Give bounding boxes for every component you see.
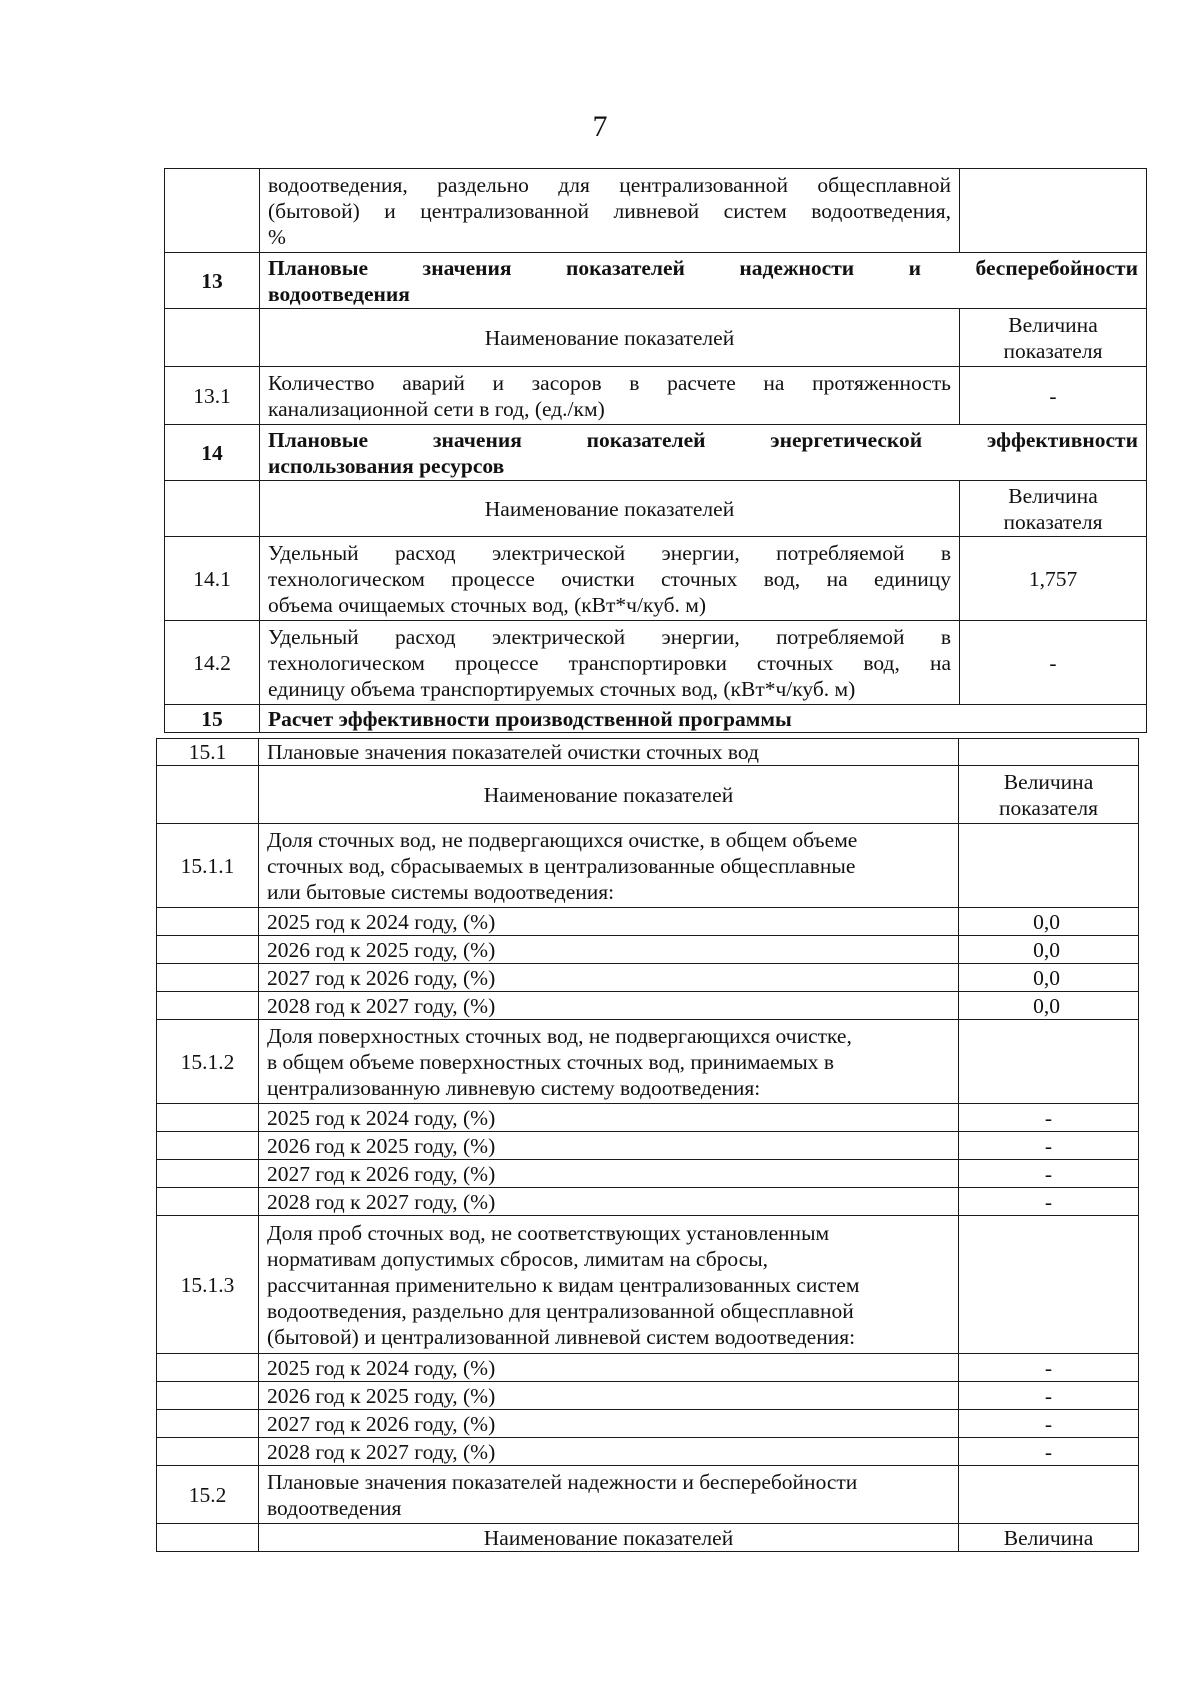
lower-table [156, 738, 1139, 1552]
year-label: 2028 год к 2027 году, (%) [259, 992, 959, 1020]
year-label: 2028 год к 2027 году, (%) [259, 1438, 959, 1466]
section-title [260, 253, 1147, 309]
year-value: - [959, 1410, 1139, 1438]
year-label: 2027 год к 2026 году, (%) [259, 1160, 959, 1188]
upper-table [164, 168, 1147, 733]
year-row [157, 1160, 1139, 1188]
section-row [165, 425, 1147, 481]
row-number: 15.1 [157, 739, 259, 766]
row-number-cell [165, 481, 260, 537]
text-line: Плановые значения показателей надежности и бесперебойности [268, 255, 1138, 280]
text-line: водоотведения, раздельно для централизованной общесплавной [268, 172, 951, 197]
text-line: использования ресурсов [268, 453, 505, 478]
section-row [165, 705, 1147, 733]
year-label: 2026 год к 2025 году, (%) [259, 936, 959, 964]
value-header [960, 309, 1147, 367]
value-cell [959, 739, 1139, 766]
header-row [165, 309, 1147, 367]
value-cell [959, 824, 1139, 908]
header-row [157, 766, 1139, 824]
section-title: Расчет эффективности производственной программы [260, 705, 1147, 733]
row-value: - [960, 621, 1147, 705]
text-line: Удельный расход электрической энергии, потребляемой в [268, 624, 951, 649]
section-title [260, 425, 1147, 481]
text-line: водоотведения [268, 281, 410, 306]
row-number-cell [165, 309, 260, 367]
year-label: 2028 год к 2027 году, (%) [259, 1188, 959, 1216]
table-row [165, 537, 1147, 621]
row-number-cell [157, 1524, 259, 1552]
year-value: - [959, 1354, 1139, 1382]
row-number-cell [165, 169, 260, 253]
row-number: 13.1 [165, 367, 260, 425]
text-line: показателя [999, 795, 1098, 820]
row-number-cell [157, 1132, 259, 1160]
year-row [157, 992, 1139, 1020]
year-value: - [959, 1104, 1139, 1132]
text-line: Количество аварий и засоров в расчете на протяженность [268, 370, 951, 395]
text-line: или бытовые системы водоотведения: [267, 879, 615, 904]
text-line: показателя [1003, 338, 1103, 363]
text-line: сточных вод, сбрасываемых в централизованные общесплавные [267, 853, 856, 878]
text-line: в общем объеме поверхностных сточных вод, принимаемых в [267, 1049, 834, 1074]
text-line: водоотведения [267, 1495, 402, 1520]
text-line: Доля сточных вод, не подвергающихся очистке, в общем объеме [267, 827, 858, 852]
year-row [157, 1410, 1139, 1438]
value-cell [960, 169, 1147, 253]
text-line: централизованную ливневую систему водоотведения: [267, 1075, 761, 1100]
text-line: Доля проб сточных вод, не соответствующих установленным [267, 1220, 830, 1245]
year-label: 2027 год к 2026 году, (%) [259, 1410, 959, 1438]
row-number-cell [157, 1438, 259, 1466]
row-description [260, 367, 960, 425]
row-number: 15.1.2 [157, 1020, 259, 1104]
year-row [157, 936, 1139, 964]
section-number: 15 [165, 705, 260, 733]
text-line: Плановые значения показателей энергетической эффективности [268, 427, 1138, 452]
header-row [165, 481, 1147, 537]
text-line: % [268, 224, 286, 249]
text-line: рассчитанная применительно к видам централизованных систем [267, 1272, 860, 1297]
value-cell [959, 1216, 1139, 1354]
section-row [165, 253, 1147, 309]
value-header: Величина [959, 1524, 1139, 1552]
row-number-cell [157, 964, 259, 992]
row-description [260, 537, 960, 621]
row-description [259, 1466, 959, 1524]
year-label: 2026 год к 2025 году, (%) [259, 1382, 959, 1410]
year-value: 0,0 [959, 936, 1139, 964]
text-line: Удельный расход электрической энергии, потребляемой в [268, 540, 951, 565]
text-line: (бытовой) и централизованной ливневой систем водоотведения: [267, 1324, 856, 1349]
text-line: показателя [1003, 509, 1103, 534]
year-row [157, 964, 1139, 992]
text-line: технологическом процессе очистки сточных вод, на единицу [268, 566, 951, 591]
row-number: 15.1.1 [157, 824, 259, 908]
year-label: 2026 год к 2025 году, (%) [259, 1132, 959, 1160]
row-description [259, 1216, 959, 1354]
year-value: - [959, 1160, 1139, 1188]
year-value: - [959, 1382, 1139, 1410]
row-number-cell [157, 1382, 259, 1410]
year-row [157, 1438, 1139, 1466]
text-line: Величина [1008, 312, 1098, 337]
row-number-cell [157, 908, 259, 936]
row-number-cell [157, 1104, 259, 1132]
row-number-cell [157, 1188, 259, 1216]
text-line: канализационной сети в год, (ед./км) [268, 396, 605, 421]
table-row [165, 169, 1147, 253]
value-cell [959, 1020, 1139, 1104]
year-value: - [959, 1132, 1139, 1160]
table-row [157, 1466, 1139, 1524]
name-header: Наименование показателей [260, 481, 960, 537]
row-description [259, 1020, 959, 1104]
year-row [157, 1104, 1139, 1132]
text-line: нормативам допустимых сбросов, лимитам на сбросы, [267, 1246, 769, 1271]
continued-description [260, 169, 960, 253]
row-number-cell [157, 992, 259, 1020]
year-value: 0,0 [959, 992, 1139, 1020]
row-number: 15.2 [157, 1466, 259, 1524]
table-row [157, 1020, 1139, 1104]
year-label: 2027 год к 2026 году, (%) [259, 964, 959, 992]
text-line: Величина [1003, 769, 1094, 794]
header-row [157, 1524, 1139, 1552]
text-line: единицу объема транспортируемых сточных вод, (кВт*ч/куб. м) [268, 676, 856, 701]
year-label: 2025 год к 2024 году, (%) [259, 1354, 959, 1382]
year-row [157, 1132, 1139, 1160]
year-row [157, 1382, 1139, 1410]
name-header: Наименование показателей [259, 1524, 959, 1552]
value-cell [959, 1466, 1139, 1524]
text-line: водоотведения, раздельно для централизованной общесплавной [267, 1298, 854, 1323]
section-number: 13 [165, 253, 260, 309]
row-value: 1,757 [960, 537, 1147, 621]
value-header [959, 766, 1139, 824]
name-header: Наименование показателей [259, 766, 959, 824]
year-row [157, 1354, 1139, 1382]
year-value: - [959, 1188, 1139, 1216]
year-value: 0,0 [959, 908, 1139, 936]
table-row [165, 367, 1147, 425]
year-row [157, 1188, 1139, 1216]
year-label: 2025 год к 2024 году, (%) [259, 1104, 959, 1132]
text-line: Величина [1008, 483, 1098, 508]
row-number-cell [157, 936, 259, 964]
text-line: Доля поверхностных сточных вод, не подвергающихся очистке, [267, 1023, 852, 1048]
row-description [259, 824, 959, 908]
year-label: 2025 год к 2024 году, (%) [259, 908, 959, 936]
text-line: технологическом процессе транспортировки сточных вод, на [268, 650, 951, 675]
table-row [157, 824, 1139, 908]
table-row [157, 1216, 1139, 1354]
row-number-cell [157, 1354, 259, 1382]
section-number: 14 [165, 425, 260, 481]
year-value: 0,0 [959, 964, 1139, 992]
row-description [260, 621, 960, 705]
page-number: 7 [592, 110, 608, 143]
year-value: - [959, 1438, 1139, 1466]
row-value: - [960, 367, 1147, 425]
table-row [165, 621, 1147, 705]
row-number-cell [157, 1410, 259, 1438]
name-header: Наименование показателей [260, 309, 960, 367]
value-header [960, 481, 1147, 537]
text-line: объема очищаемых сточных вод, (кВт*ч/куб. м) [268, 592, 707, 617]
text-line: (бытовой) и централизованной ливневой систем водоотведения, [268, 198, 951, 223]
row-number-cell [157, 1160, 259, 1188]
row-description: Плановые значения показателей очистки сточных вод [259, 739, 959, 766]
row-number: 14.1 [165, 537, 260, 621]
row-number: 14.2 [165, 621, 260, 705]
row-number: 15.1.3 [157, 1216, 259, 1354]
year-row [157, 908, 1139, 936]
text-line: Плановые значения показателей надежности и бесперебойности [267, 1469, 858, 1494]
table-row [157, 739, 1139, 766]
row-number-cell [157, 766, 259, 824]
